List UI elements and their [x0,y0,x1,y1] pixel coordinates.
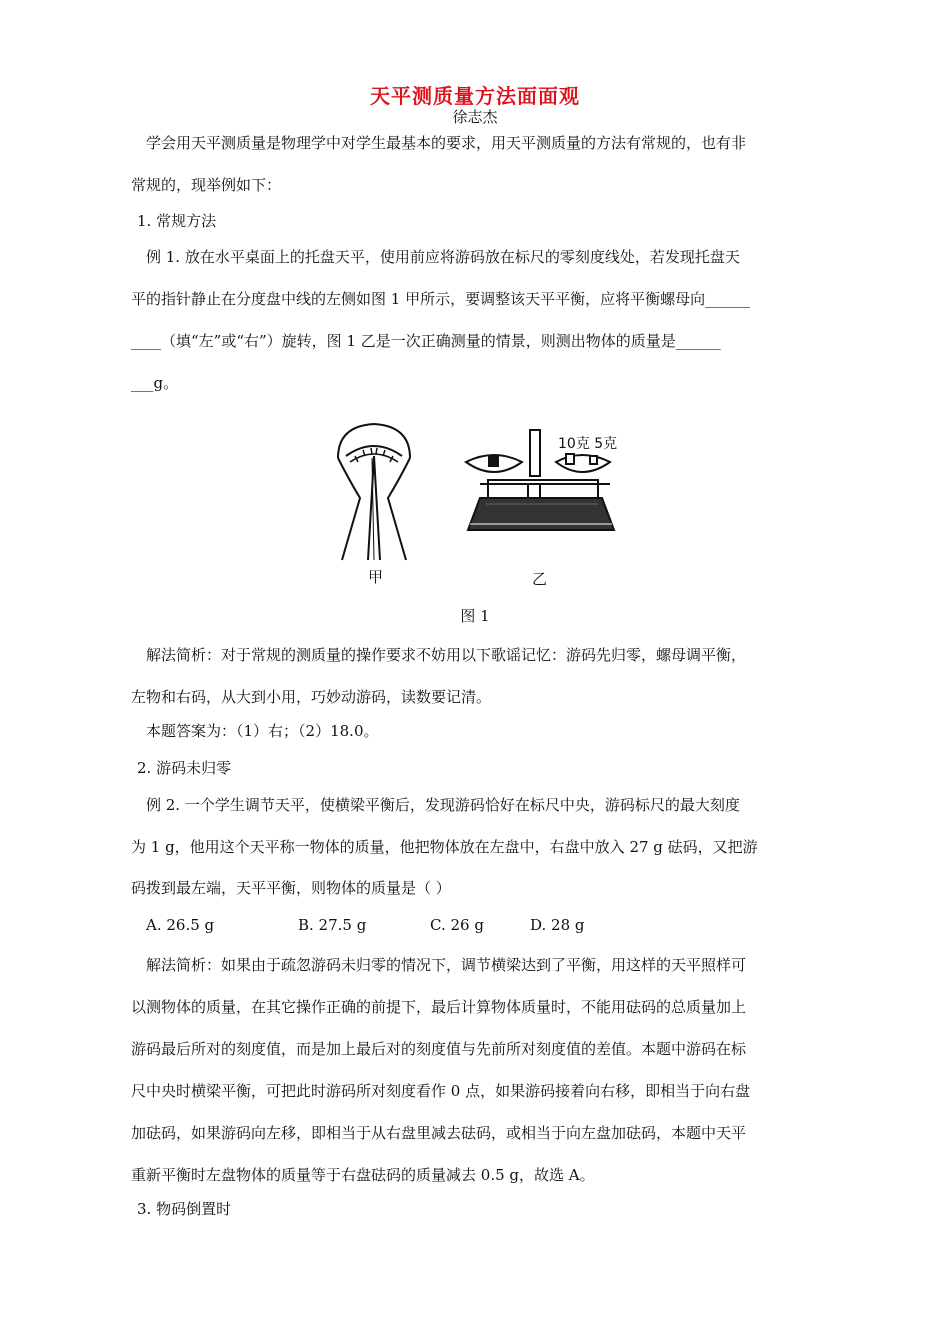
section-2-heading: 2. 游码未归零 [137,759,232,777]
example-1-line-4: ___g。 [131,374,179,392]
example-1-line-2: 平的指针静止在分度盘中线的左侧如图 1 甲所示，要调整该天平平衡，应将平衡螺母向______ [131,290,751,308]
weights-label: 10克 5克 [558,436,618,452]
intro-line-2: 常规的，现举例如下： [131,176,282,194]
figure-caption: 图 1 [460,607,490,625]
solution-2-line-3: 游码最后所对的刻度值，而是加上最后对的刻度值与先前所对刻度值的差值。本题中游码在标 [131,1040,747,1058]
option-d: D. 28 g [530,916,585,934]
section-3-heading: 3. 物码倒置时 [137,1200,232,1218]
solution-1-line-1: 解法简析：对于常规的测质量的操作要求不妨用以下歌谣记忆：游码先归零，螺母调平衡， [146,646,747,664]
figure-label-a: 甲 [368,568,384,586]
option-c: C. 26 g [430,916,484,934]
example-2-line-1: 例 2. 一个学生调节天平，使横梁平衡后，发现游码恰好在标尺中央，游码标尺的最大刻度 [146,796,740,814]
solution-2-line-5: 加砝码，如果游码向左移，即相当于从右盘里减去砝码，或相当于向左盘加砝码，本题中天平 [131,1124,747,1142]
solution-2-line-6: 重新平衡时左盘物体的质量等于右盘砝码的质量减去 0.5 g，故选 A。 [131,1166,595,1184]
solution-2-line-4: 尺中央时横梁平衡，可把此时游码所对刻度看作 0 点，如果游码接着向右移，即相当于向右盘 [131,1082,751,1100]
figure-label-b: 乙 [532,570,548,588]
example-2-line-2: 为 1 g，他用这个天平称一物体的质量，他把物体放在左盘中，右盘中放入 27 g 砝码，又把游 [131,838,758,856]
solution-2-line-2: 以测物体的质量，在其它操作正确的前提下，最后计算物体质量时，不能用砝码的总质量加上 [131,998,747,1016]
example-2-options [146,913,585,937]
option-a: A. 26.5 g [146,916,215,934]
section-1-heading: 1. 常规方法 [137,212,217,230]
figure-1-balance-illustration [330,418,620,590]
author-name: 徐志杰 [452,108,498,126]
document-title: 天平测质量方法面面观 [370,84,580,108]
dial-diagram [338,424,410,560]
example-1-line-3: ____（填“左”或“右”）旋转，图 1 乙是一次正确测量的情景，则测出物体的质量是______ [131,332,721,350]
example-2-line-3: 码拨到最左端，天平平衡，则物体的质量是（ ） [131,879,451,897]
solution-2-line-1: 解法简析：如果由于疏忽游码未归零的情况下，调节横梁达到了平衡，用这样的天平照样可 [146,956,747,974]
intro-line-1: 学会用天平测质量是物理学中对学生最基本的要求，用天平测质量的方法有常规的，也有非 [146,134,747,152]
example-1-line-1: 例 1. 放在水平桌面上的托盘天平，使用前应将游码放在标尺的零刻度线处，若发现托盘天 [146,248,740,266]
option-b: B. 27.5 g [298,916,367,934]
solution-1-line-2: 左物和右码，从大到小用，巧妙动游码，读数要记清。 [131,688,492,706]
answer-1: 本题答案为：（1）右；（2）18.0。 [146,722,379,740]
